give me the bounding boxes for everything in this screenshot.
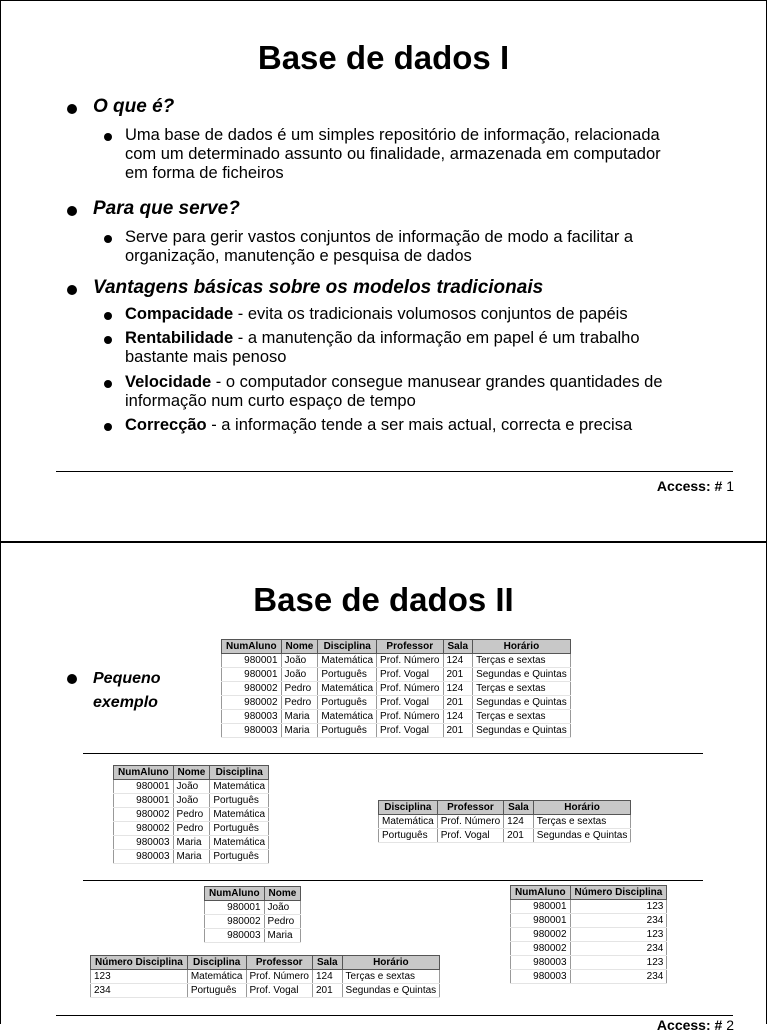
table-cell: Maria: [281, 724, 318, 738]
table-cell: 980002: [205, 915, 265, 929]
text-line: - o computador consegue manusear grandes quantidades de: [211, 373, 663, 391]
column-header: Nome: [264, 887, 301, 901]
table-cell: Terças e sextas: [342, 970, 440, 984]
table-header-row: [511, 886, 667, 900]
text-line: Serve para gerir vastos conjuntos de informação de modo a facilitar a: [125, 228, 634, 246]
table-cell: Terças e sextas: [533, 815, 631, 829]
table-row: [511, 956, 667, 970]
table-cell: Terças e sextas: [473, 710, 571, 724]
table-cell: 124: [443, 682, 473, 696]
table-cell: João: [173, 780, 210, 794]
table-row: [379, 815, 631, 829]
table-row: [91, 984, 440, 998]
table-header-row: [114, 766, 269, 780]
table-row: [222, 696, 571, 710]
table-disciplina-info: [90, 955, 440, 998]
table-row: [511, 928, 667, 942]
column-header: Disciplina: [210, 766, 269, 780]
table-cell: 234: [91, 984, 188, 998]
page-number: 1: [722, 478, 734, 494]
table-row: [205, 929, 301, 943]
table-cell: Matemática: [187, 970, 246, 984]
table-cell: 980003: [511, 956, 571, 970]
column-header: Nome: [281, 640, 318, 654]
column-header: Professor: [377, 640, 443, 654]
sub-bullet-icon: [104, 312, 112, 320]
column-header: Nome: [173, 766, 210, 780]
table-cell: 234: [570, 914, 667, 928]
table-cell: Maria: [173, 836, 210, 850]
table-cell: Segundas e Quintas: [473, 696, 571, 710]
term-bold: Velocidade: [125, 373, 212, 391]
table-row: [114, 836, 269, 850]
table-row: [222, 668, 571, 682]
table-cell: 124: [312, 970, 342, 984]
sub-bullet-icon: [104, 133, 112, 141]
column-header: Sala: [312, 956, 342, 970]
table-cell: João: [173, 794, 210, 808]
table-cell: 980001: [222, 654, 282, 668]
sub-bullet-icon: [104, 235, 112, 243]
slide-2: [0, 542, 767, 1033]
table-header-row: [205, 887, 301, 901]
table-cell: 980003: [222, 710, 282, 724]
table-row: [205, 901, 301, 915]
main-table: [221, 639, 571, 738]
bullet-text: [125, 228, 735, 266]
text-line: bastante mais penoso: [125, 348, 287, 366]
bullet-icon: [67, 285, 77, 295]
table-cell: Prof. Vogal: [377, 724, 443, 738]
column-header: Professor: [246, 956, 312, 970]
table-cell: Pedro: [173, 808, 210, 822]
heading-line: Pequeno: [93, 670, 161, 687]
column-header: Professor: [437, 801, 503, 815]
table-cell: 201: [443, 696, 473, 710]
table-cell: 980002: [511, 928, 571, 942]
table-cell: Português: [318, 724, 377, 738]
table-cell: Matemática: [318, 682, 377, 696]
table-cell: Prof. Vogal: [437, 829, 503, 843]
section-heading: [93, 667, 161, 715]
table-cell: Pedro: [281, 696, 318, 710]
slide-title: Base de dados II: [253, 581, 514, 618]
table-cell: 980002: [222, 682, 282, 696]
table-cell: 980003: [511, 970, 571, 984]
table-row: [511, 970, 667, 984]
table-aluno-numdisciplina: [510, 885, 667, 984]
table-row: [222, 710, 571, 724]
table-cell: 980003: [222, 724, 282, 738]
text-line: informação num curto espaço de tempo: [125, 392, 416, 410]
table-cell: 123: [91, 970, 188, 984]
column-header: Disciplina: [187, 956, 246, 970]
table-cell: Maria: [281, 710, 318, 724]
table-cell: Pedro: [264, 915, 301, 929]
bullet-icon: [67, 104, 77, 114]
table-cell: Matemática: [210, 808, 269, 822]
sub-bullet-icon: [104, 336, 112, 344]
table-cell: Português: [379, 829, 438, 843]
table-row: [205, 915, 301, 929]
section-heading: O que é?: [93, 96, 175, 117]
table-cell: 980002: [511, 942, 571, 956]
table-cell: Matemática: [318, 654, 377, 668]
table-row: [379, 829, 631, 843]
table-cell: 980001: [511, 900, 571, 914]
slide-title: Base de dados I: [257, 39, 510, 76]
table-cell: 123: [570, 928, 667, 942]
table-cell: 123: [570, 956, 667, 970]
table-cell: Terças e sextas: [473, 654, 571, 668]
table-cell: 980001: [511, 914, 571, 928]
table-cell: João: [281, 654, 318, 668]
text-line: com um determinado assunto ou finalidade, armazenada em computador: [125, 145, 661, 163]
bullet-text: [125, 126, 735, 183]
table-cell: 201: [443, 724, 473, 738]
table-cell: Português: [210, 794, 269, 808]
section-heading: Vantagens básicas sobre os modelos tradicionais: [93, 277, 544, 298]
slide-footer: [657, 1017, 734, 1033]
bullet-icon: [67, 674, 77, 684]
table-row: [114, 794, 269, 808]
table-row: [114, 808, 269, 822]
text-line: - a manutenção da informação em papel é um trabalho: [233, 329, 640, 347]
table-cell: Matemática: [210, 780, 269, 794]
column-header: Disciplina: [379, 801, 438, 815]
table-header-row: [222, 640, 571, 654]
table-cell: 201: [312, 984, 342, 998]
footer-rule: [56, 1015, 733, 1016]
column-header: Sala: [504, 801, 534, 815]
table-cell: 124: [443, 710, 473, 724]
table-cell: Maria: [173, 850, 210, 864]
table-row: [222, 654, 571, 668]
table-aluno-disciplina: [113, 765, 269, 864]
section-heading: Para que serve?: [93, 198, 240, 219]
table-cell: 980001: [114, 780, 174, 794]
table-cell: Segundas e Quintas: [473, 724, 571, 738]
table-cell: Matemática: [379, 815, 438, 829]
text-line: - evita os tradicionais volumosos conjuntos de papéis: [233, 305, 628, 323]
table-cell: 234: [570, 942, 667, 956]
table-cell: 980003: [114, 836, 174, 850]
footer-label: Access: #: [656, 478, 723, 494]
table-cell: Prof. Número: [246, 970, 312, 984]
column-header: NumAluno: [511, 886, 571, 900]
table-aluno-nome: [204, 886, 301, 943]
table-cell: Português: [318, 696, 377, 710]
table-cell: Maria: [264, 929, 301, 943]
term-bold: Correcção: [125, 416, 207, 434]
table-row: [511, 900, 667, 914]
table-cell: Prof. Vogal: [377, 696, 443, 710]
table-cell: 124: [443, 654, 473, 668]
text-line: organização, manutenção e pesquisa de dados: [125, 247, 472, 265]
table-cell: João: [281, 668, 318, 682]
bullet-text: [125, 416, 735, 435]
term-bold: Compacidade: [125, 305, 234, 323]
table-row: [222, 724, 571, 738]
table-cell: 980001: [222, 668, 282, 682]
column-header: Número Disciplina: [91, 956, 188, 970]
sub-bullet-icon: [104, 380, 112, 388]
table-row: [114, 822, 269, 836]
table-cell: João: [264, 901, 301, 915]
footer-label: Access: #: [656, 1017, 723, 1033]
table-cell: 980002: [114, 808, 174, 822]
table-header-row: [91, 956, 440, 970]
table-cell: Terças e sextas: [473, 682, 571, 696]
column-header: NumAluno: [114, 766, 174, 780]
column-header: Sala: [443, 640, 473, 654]
table-cell: 201: [504, 829, 534, 843]
table-cell: 980001: [114, 794, 174, 808]
table-cell: Prof. Número: [377, 710, 443, 724]
table-cell: 234: [570, 970, 667, 984]
table-cell: Segundas e Quintas: [473, 668, 571, 682]
table-row: [91, 970, 440, 984]
table-row: [114, 780, 269, 794]
text-line: Uma base de dados é um simples repositório de informação, relacionada: [125, 126, 660, 144]
page-number: 2: [722, 1017, 734, 1033]
table-cell: 980002: [222, 696, 282, 710]
bullet-text: [125, 373, 735, 411]
term-bold: Rentabilidade: [125, 329, 234, 347]
table-disciplina-horario: [378, 800, 631, 843]
table-cell: Prof. Número: [377, 682, 443, 696]
column-header: Horário: [533, 801, 631, 815]
table-cell: 980001: [205, 901, 265, 915]
table-cell: 123: [570, 900, 667, 914]
bullet-text: [125, 305, 735, 324]
column-header: Horário: [473, 640, 571, 654]
table-cell: Português: [187, 984, 246, 998]
table-cell: Português: [318, 668, 377, 682]
table-cell: Prof. Número: [437, 815, 503, 829]
table-row: [222, 682, 571, 696]
heading-line: exemplo: [93, 694, 158, 711]
table-row: [511, 942, 667, 956]
table-cell: Segundas e Quintas: [533, 829, 631, 843]
text-line: em forma de ficheiros: [125, 164, 284, 182]
column-header: Número Disciplina: [570, 886, 667, 900]
sub-bullet-icon: [104, 423, 112, 431]
table-cell: 980002: [114, 822, 174, 836]
slide-footer: [657, 478, 734, 494]
table-header-row: [379, 801, 631, 815]
table-cell: Matemática: [318, 710, 377, 724]
table-cell: Segundas e Quintas: [342, 984, 440, 998]
table-cell: Português: [210, 850, 269, 864]
table-cell: Pedro: [281, 682, 318, 696]
table-cell: 124: [504, 815, 534, 829]
column-header: NumAluno: [222, 640, 282, 654]
table-cell: 980003: [205, 929, 265, 943]
bullet-icon: [67, 206, 77, 216]
table-cell: Matemática: [210, 836, 269, 850]
bullet-text: [125, 329, 735, 367]
table-cell: Prof. Vogal: [377, 668, 443, 682]
footer-rule: [56, 471, 733, 472]
column-header: Disciplina: [318, 640, 377, 654]
table-cell: Pedro: [173, 822, 210, 836]
table-cell: 980003: [114, 850, 174, 864]
divider: [83, 753, 703, 754]
column-header: NumAluno: [205, 887, 265, 901]
column-header: Horário: [342, 956, 440, 970]
table-row: [114, 850, 269, 864]
divider: [83, 880, 703, 881]
table-cell: 201: [443, 668, 473, 682]
table-cell: Português: [210, 822, 269, 836]
table-row: [511, 914, 667, 928]
text-line: - a informação tende a ser mais actual, correcta e precisa: [206, 416, 633, 434]
table-cell: Prof. Número: [377, 654, 443, 668]
table-cell: Prof. Vogal: [246, 984, 312, 998]
